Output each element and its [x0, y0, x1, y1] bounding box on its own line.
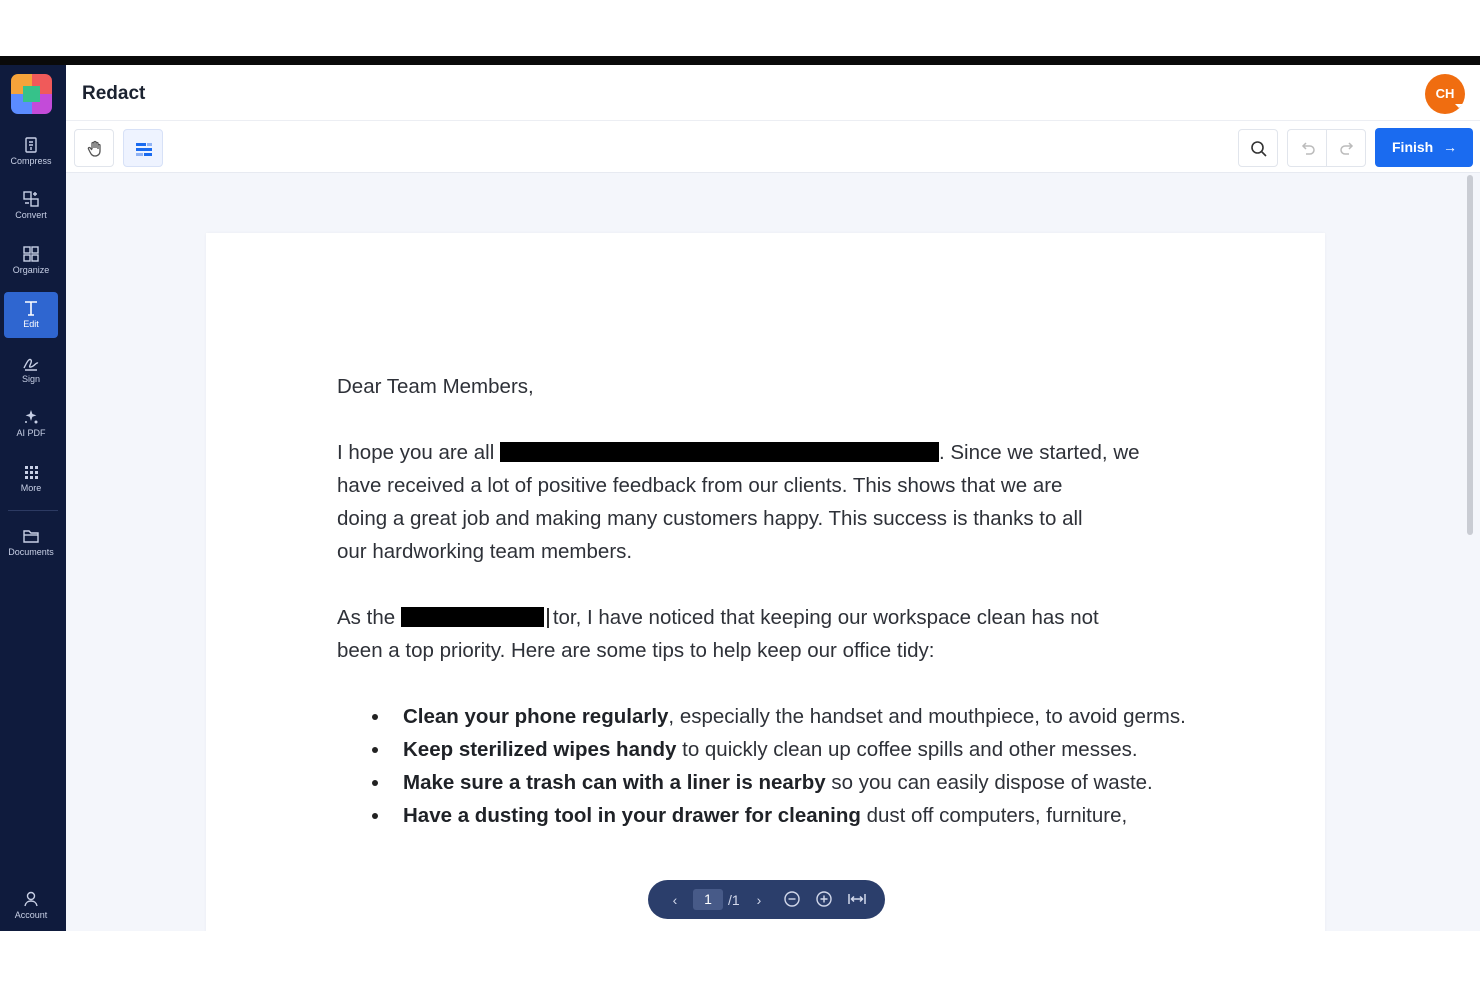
redaction-box[interactable]: [401, 607, 544, 627]
redact-icon: [134, 139, 154, 159]
folder-icon: [21, 526, 41, 546]
sidebar-item-edit[interactable]: [4, 292, 58, 338]
zoom-in-button[interactable]: [814, 890, 834, 910]
redaction-box[interactable]: [500, 442, 939, 462]
sidebar-item-label: More: [20, 483, 42, 493]
paragraph-1: I hope you are all . Since we started, we have received a lot of positive feedback from our clients. This shows that we are doing a great job and making many customers happy. This success is thanks to all our hardworking team members.: [337, 441, 1140, 563]
grid-icon: [21, 462, 41, 482]
chevron-down-icon: [1455, 104, 1463, 108]
sidebar-item-sign[interactable]: [4, 347, 58, 393]
page-title: Redact: [82, 83, 146, 104]
sidebar-item-documents[interactable]: [2, 520, 60, 566]
list-item: Clean your phone regularly, especially the handset and mouthpiece, to avoid germs.: [369, 700, 1237, 733]
hand-tool-button[interactable]: [74, 129, 114, 167]
arrow-right-icon: →: [1443, 139, 1457, 155]
sidebar-item-convert[interactable]: [4, 183, 58, 229]
window-top-border: [0, 56, 1480, 65]
sidebar-item-label: Sign: [21, 374, 40, 384]
list-item: Have a dusting tool in your drawer for cleaning dust off computers, furniture,: [369, 799, 1237, 832]
sidebar-item-label: Convert: [15, 210, 47, 220]
sign-icon: [21, 353, 41, 373]
fit-width-button[interactable]: [846, 890, 868, 910]
sidebar-divider: [8, 510, 58, 511]
document-page[interactable]: [206, 233, 1325, 931]
ai-sparkle-icon: [21, 407, 41, 427]
list-item: Keep sterilized wipes handy to quickly clean up coffee spills and other messes.: [369, 733, 1237, 766]
prev-page-button[interactable]: ‹: [672, 892, 678, 908]
sidebar-item-compress[interactable]: [4, 129, 58, 175]
sidebar-item-label: Account: [14, 910, 48, 920]
tips-list: [369, 700, 1237, 832]
search-icon: [1249, 139, 1269, 159]
zoom-in-icon: [815, 890, 833, 908]
undo-icon: [1298, 139, 1318, 159]
text-cursor-icon: [544, 608, 553, 628]
list-item: Make sure a trash can with a liner is nearby so you can easily dispose of waste.: [369, 766, 1237, 799]
greeting: Dear Team Members,: [337, 375, 534, 398]
avatar[interactable]: [1425, 74, 1465, 114]
sidebar-item-ai-pdf[interactable]: [4, 401, 58, 447]
next-page-button[interactable]: ›: [756, 892, 762, 908]
organize-icon: [21, 244, 41, 264]
compress-icon: [21, 135, 41, 155]
vertical-scrollbar[interactable]: [1467, 175, 1473, 535]
user-icon: [21, 889, 41, 909]
undo-button[interactable]: [1287, 129, 1327, 167]
text-edit-icon: [21, 298, 41, 318]
sidebar-item-more[interactable]: [4, 456, 58, 502]
search-button[interactable]: [1238, 129, 1278, 167]
page-navigator: [648, 880, 885, 919]
sidebar-item-label: Edit: [23, 319, 39, 329]
toolbar: [66, 121, 1480, 173]
finish-label: Finish: [1392, 139, 1434, 155]
document-text: [337, 370, 1237, 832]
sidebar-item-organize[interactable]: [4, 238, 58, 284]
page-total: /1: [728, 892, 740, 908]
page-number-input[interactable]: 1: [693, 889, 723, 910]
app-window: [0, 65, 1480, 931]
redo-icon: [1337, 139, 1357, 159]
redact-tool-button[interactable]: [123, 129, 163, 167]
app-header: [66, 65, 1480, 121]
paragraph-2: As the tor, I have noticed that keeping our workspace clean has not been a top priority. Here are some tips to help keep our office tidy:: [337, 606, 1099, 662]
app-logo[interactable]: [11, 74, 52, 114]
zoom-out-icon: [783, 890, 801, 908]
hand-icon: [85, 139, 105, 159]
redo-button[interactable]: [1326, 129, 1366, 167]
fit-width-icon: [847, 890, 867, 908]
sidebar-item-label: Compress: [10, 156, 52, 166]
sidebar-item-label: AI PDF: [16, 428, 46, 438]
sidebar: [0, 65, 66, 931]
sidebar-item-label: Documents: [8, 547, 54, 557]
avatar-initials: CH: [1435, 86, 1455, 101]
sidebar-item-label: Organize: [12, 265, 50, 275]
window-bottom-area: [0, 931, 1480, 987]
sidebar-item-account[interactable]: [4, 883, 58, 929]
convert-icon: [21, 189, 41, 209]
zoom-out-button[interactable]: [782, 890, 802, 910]
finish-button[interactable]: [1375, 128, 1473, 167]
